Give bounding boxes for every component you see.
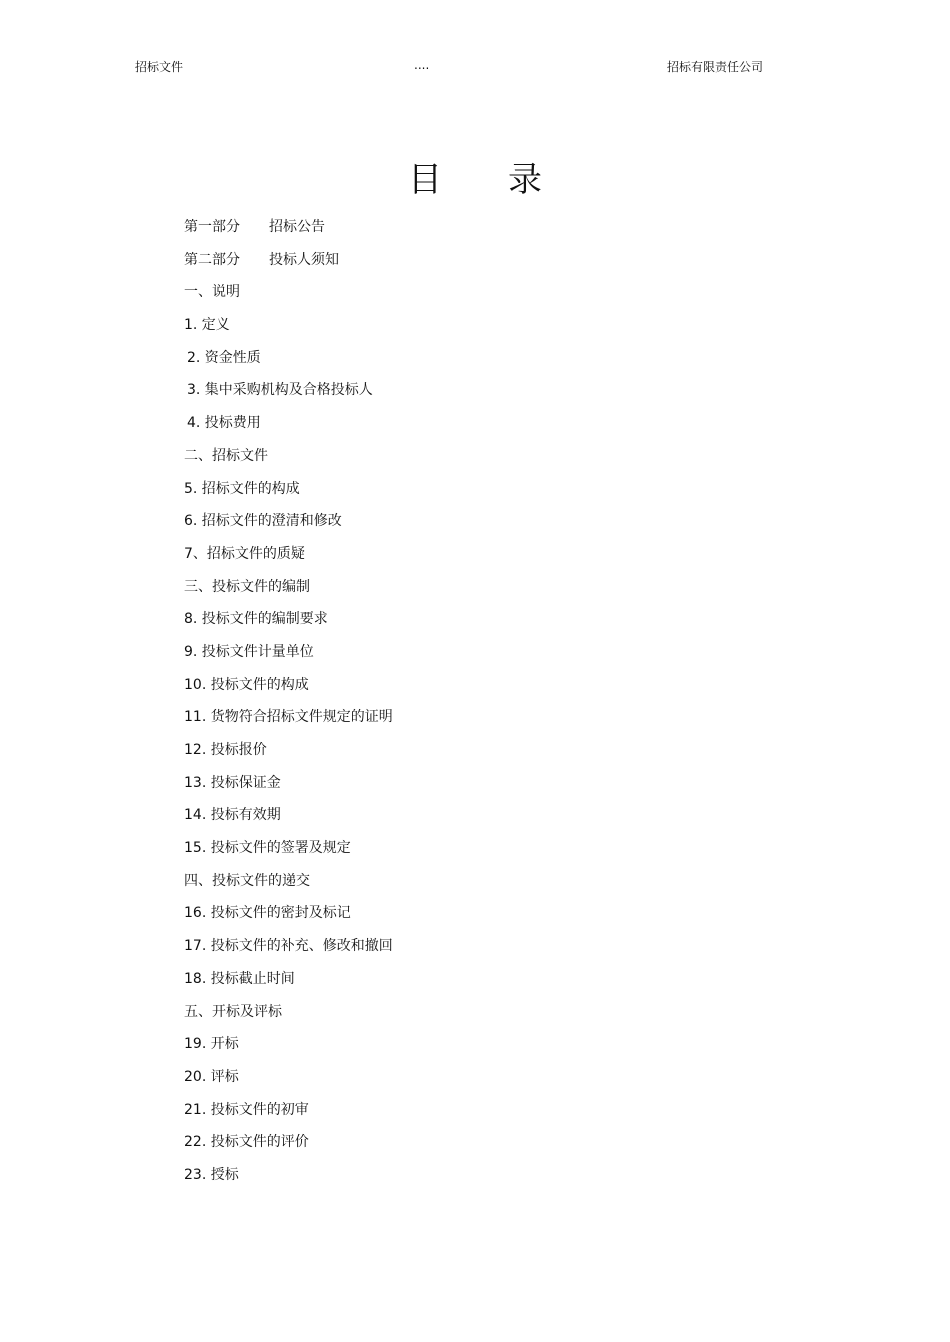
- toc-entry[interactable]: [184, 347, 393, 380]
- toc-entry-text: 10. 投标文件的构成: [184, 676, 309, 693]
- toc-entry-text: 五、开标及评标: [184, 1003, 282, 1020]
- toc-entry[interactable]: [184, 543, 393, 576]
- toc-entry[interactable]: [184, 674, 393, 707]
- toc-entry[interactable]: [184, 1099, 393, 1132]
- toc-entry[interactable]: [184, 1001, 393, 1034]
- toc-entry-text: 二、招标文件: [184, 447, 268, 464]
- toc-entry-text: 3. 集中采购机构及合格投标人: [187, 382, 373, 399]
- toc-entry[interactable]: [184, 314, 393, 347]
- toc-entry[interactable]: [184, 608, 393, 641]
- toc-entry[interactable]: [184, 772, 393, 805]
- toc-entry-text: 18. 投标截止时间: [184, 970, 295, 987]
- toc-entry[interactable]: [184, 739, 393, 772]
- toc-entry-text: 9. 投标文件计量单位: [184, 643, 314, 660]
- toc-entry-text: 7、招标文件的质疑: [184, 545, 305, 562]
- header-doc-type: 招标文件: [135, 60, 184, 74]
- toc-entry[interactable]: [184, 281, 393, 314]
- toc-entry[interactable]: [184, 804, 393, 837]
- toc-entry[interactable]: [184, 1164, 393, 1197]
- toc-entry[interactable]: [184, 1131, 393, 1164]
- header-page-marker: ....: [414, 58, 430, 72]
- toc-entry-text: 2. 资金性质: [187, 349, 261, 366]
- toc-entry[interactable]: [184, 902, 393, 935]
- toc-entry-text: 17. 投标文件的补充、修改和撤回: [184, 938, 393, 955]
- toc-entry[interactable]: [184, 510, 393, 543]
- toc-entry-text: 15. 投标文件的签署及规定: [184, 840, 351, 857]
- toc-part-label: 第一部分: [184, 219, 240, 235]
- toc-entry-text: 一、说明: [184, 284, 240, 301]
- toc-title: 目录: [408, 160, 608, 200]
- toc-entry-text: 22. 投标文件的评价: [184, 1134, 309, 1151]
- toc-entry-text: 1. 定义: [184, 317, 230, 334]
- toc-entry[interactable]: [184, 1066, 393, 1099]
- toc-entry[interactable]: [184, 706, 393, 739]
- toc-entry-text: 6. 招标文件的澄清和修改: [184, 513, 342, 530]
- toc-entry-text: 20. 评标: [184, 1068, 239, 1085]
- toc-entry[interactable]: [184, 249, 393, 282]
- toc-entry[interactable]: [184, 576, 393, 609]
- toc-entry-text: 19. 开标: [184, 1036, 239, 1053]
- toc-entry[interactable]: [184, 968, 393, 1001]
- page-header: [0, 58, 950, 78]
- toc-entry-text: 14. 投标有效期: [184, 807, 281, 824]
- toc-entry[interactable]: [184, 412, 393, 445]
- toc-entry-text: 23. 授标: [184, 1166, 239, 1183]
- table-of-contents: [184, 216, 393, 1197]
- toc-entry-text: 招标公告: [269, 219, 325, 235]
- toc-entry-text: 8. 投标文件的编制要求: [184, 611, 328, 628]
- toc-entry-text: 11. 货物符合招标文件规定的证明: [184, 709, 393, 726]
- toc-entry-text: 三、投标文件的编制: [184, 578, 310, 595]
- toc-part-label: 第二部分: [184, 251, 240, 268]
- header-company: 招标有限责任公司: [667, 60, 764, 74]
- toc-entry-text: 21. 投标文件的初审: [184, 1101, 309, 1118]
- toc-entry[interactable]: [184, 935, 393, 968]
- toc-entry-text: 四、投标文件的递交: [184, 872, 310, 889]
- toc-entry-text: 12. 投标报价: [184, 742, 267, 758]
- toc-entry[interactable]: [184, 837, 393, 870]
- toc-entry[interactable]: [184, 379, 393, 412]
- toc-entry-text: 16. 投标文件的密封及标记: [184, 905, 351, 922]
- toc-entry[interactable]: [184, 1033, 393, 1066]
- toc-entry[interactable]: [184, 478, 393, 511]
- toc-entry-text: 5. 招标文件的构成: [184, 480, 300, 497]
- toc-entry-text: 13. 投标保证金: [184, 774, 281, 791]
- toc-entry[interactable]: [184, 445, 393, 478]
- toc-entry[interactable]: [184, 870, 393, 903]
- toc-entry[interactable]: [184, 216, 393, 249]
- toc-entry[interactable]: [184, 641, 393, 674]
- toc-entry-text: 4. 投标费用: [187, 415, 261, 432]
- toc-entry-text: 投标人须知: [269, 251, 339, 268]
